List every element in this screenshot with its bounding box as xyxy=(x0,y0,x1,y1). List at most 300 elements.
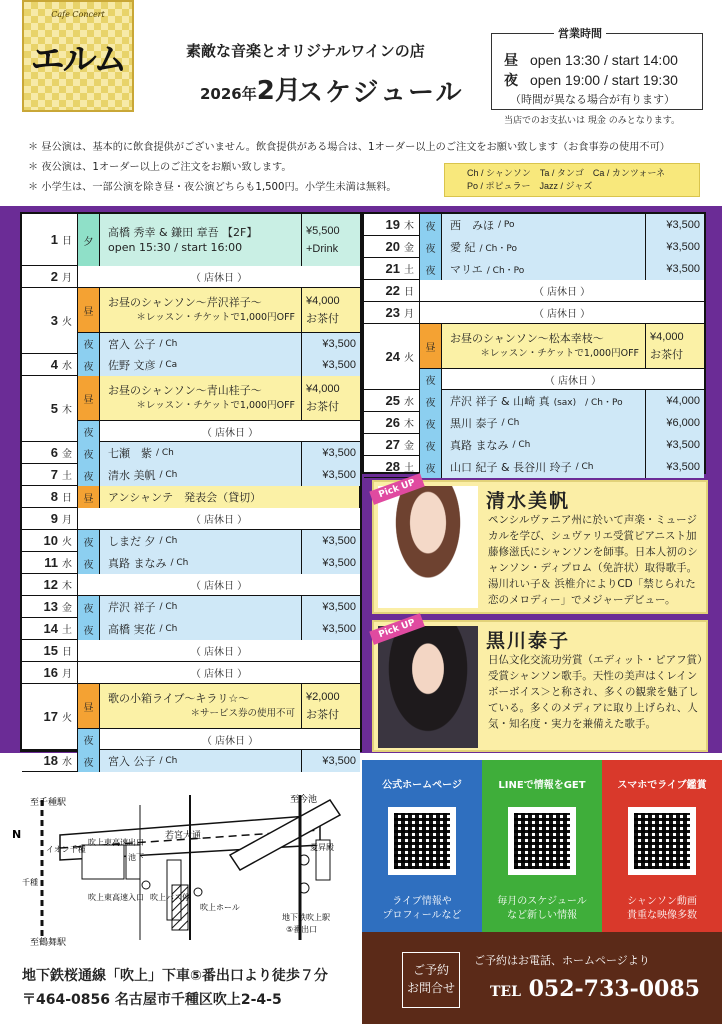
day-number: 4 xyxy=(50,357,58,372)
performance-slot[interactable] xyxy=(420,214,704,236)
closed-label: （ 店休日 ） xyxy=(533,287,591,298)
weekday: 月 xyxy=(62,273,72,284)
schedule-row xyxy=(22,596,360,618)
closed-day xyxy=(78,508,360,529)
performer: 宮入 公子 xyxy=(108,755,156,768)
day-number: 11 xyxy=(44,555,58,570)
event-title xyxy=(100,333,302,354)
performance-slot[interactable] xyxy=(78,486,360,508)
artist-bio: ペンシルヴァニア州に於いて声楽・ミュージカルを学び、シュヴァリエ受賞ピアニスト加藤修滋氏にシャンソンを師事。日本人初のシャンソン・ディプロム（免許状）取得歌手。湯川れい子＆ 浜椎介によりCD「禁じられた恋のメロディー」でメジャーデビュー。 xyxy=(488,514,698,606)
weekday: 木 xyxy=(62,581,72,592)
performance-slot[interactable] xyxy=(78,552,360,574)
weekday: 土 xyxy=(404,265,414,276)
performance-slot[interactable] xyxy=(78,420,360,442)
pickup-badge: Pick UP xyxy=(369,473,425,505)
reservation-box: ご予約 お問合せ xyxy=(402,952,460,1008)
map-svg xyxy=(0,760,362,960)
slot-label: 夜 xyxy=(420,390,442,412)
day-cell xyxy=(22,662,78,683)
link-video[interactable] xyxy=(602,760,722,932)
note-3: ＊ 小学生は、一部公演を除き昼・夜公演どちらも1,500円。小学生未満は無料。 xyxy=(28,182,397,193)
price-value: ¥4,000 xyxy=(306,383,340,395)
schedule-row xyxy=(364,412,704,434)
schedule-row xyxy=(22,376,360,442)
closed-day xyxy=(78,662,360,683)
day-cell xyxy=(22,508,78,529)
genre: / Ch xyxy=(501,418,520,428)
price-note: +Drink xyxy=(306,243,339,255)
month: 2月 xyxy=(256,76,301,106)
logo-subtitle: Cafe Concert xyxy=(51,10,105,19)
performance-slot[interactable] xyxy=(420,412,704,434)
slot-label: 夜 xyxy=(78,333,100,354)
schedule-row xyxy=(364,280,704,302)
performer: お昼のシャンソン〜芹沢祥子〜 xyxy=(108,296,262,309)
weekday: 木 xyxy=(62,405,72,416)
genre: / Ch xyxy=(159,756,178,766)
map-label: 愛昇殿 xyxy=(310,843,334,852)
weekday: 月 xyxy=(62,669,72,680)
map-label: 吹上ホール xyxy=(200,903,240,912)
performer: 高橋 実花 xyxy=(108,623,156,636)
schedule-row xyxy=(364,236,704,258)
day-number: 9 xyxy=(50,511,58,526)
price: ¥3,500 xyxy=(646,258,704,280)
performance-slot[interactable] xyxy=(78,618,360,640)
weekday: 水 xyxy=(62,757,72,768)
slot-label: 夜 xyxy=(78,464,100,486)
weekday: 土 xyxy=(62,625,72,636)
slot-label: 夜 xyxy=(420,214,442,236)
map-label: 至今池 xyxy=(290,795,318,805)
day-cell xyxy=(364,214,420,235)
day-number: 7 xyxy=(50,467,58,482)
performance-slot[interactable] xyxy=(420,456,704,478)
weekday: 日 xyxy=(62,493,72,504)
schedule-row xyxy=(364,434,704,456)
phone-number[interactable]: TEL 052-733-0085 xyxy=(490,976,700,1002)
day-cell xyxy=(364,236,420,257)
day-number: 24 xyxy=(385,349,400,364)
day-number: 8 xyxy=(50,489,58,504)
day-cell xyxy=(22,486,78,507)
day-cell xyxy=(22,214,78,265)
day-cell xyxy=(364,390,420,411)
genre: / Ch xyxy=(159,470,178,480)
price-note: お茶付 xyxy=(306,313,339,325)
performance-slot[interactable] xyxy=(78,596,360,618)
weekday: 金 xyxy=(62,603,72,614)
slot-label: 昼 xyxy=(78,684,100,728)
performer: 佐野 文彦 xyxy=(108,359,156,372)
event-title xyxy=(442,412,646,434)
slot-label: 夜 xyxy=(420,412,442,434)
slot-label: 夜 xyxy=(420,258,442,280)
day-number: 5 xyxy=(50,401,58,416)
weekday: 火 xyxy=(62,317,72,328)
event-title xyxy=(442,236,646,258)
price: ¥3,500 xyxy=(302,530,360,552)
performance-slot[interactable] xyxy=(78,684,360,728)
day-cell xyxy=(364,456,420,477)
day-cell xyxy=(364,258,420,279)
performance-slot[interactable] xyxy=(78,442,360,464)
day-number: 27 xyxy=(385,437,400,452)
performer: 西 みほ xyxy=(450,219,494,232)
closed-day xyxy=(78,640,360,661)
schedule-row xyxy=(22,464,360,486)
weekday: 水 xyxy=(404,397,414,408)
slot-label: 夜 xyxy=(78,618,100,640)
genre: / Ch xyxy=(170,558,189,568)
closed-label: （ 店休日 ） xyxy=(190,647,248,658)
map-label: 地下鉄吹上駅 xyxy=(282,913,330,922)
performance-slot[interactable] xyxy=(420,390,704,412)
weekday: 日 xyxy=(62,236,72,247)
performer: 山口 紀子 & 長谷川 玲子 xyxy=(450,461,572,474)
schedule-row xyxy=(22,618,360,640)
day-cell xyxy=(22,442,78,463)
artist-bio: 日仏文化交流功労賞（エディット・ピアフ賞）受賞シャンソン歌手。天性の美声はくレインボーボイス＞と称され、多くの観衆を魅了している。多くのメディアに取り上げられ、人気・知名度・実力を兼備えた歌手。 xyxy=(488,654,703,730)
event-title xyxy=(442,390,646,412)
day-number: 14 xyxy=(43,621,58,636)
day-number: 20 xyxy=(385,239,400,254)
day-number: 26 xyxy=(385,415,400,430)
slot-label: 夜 xyxy=(78,729,100,750)
event-title xyxy=(100,684,302,728)
weekday: 日 xyxy=(404,287,414,298)
weekday: 火 xyxy=(62,537,72,548)
link-homepage[interactable] xyxy=(362,760,482,932)
slot-label: 夜 xyxy=(420,434,442,456)
event-title xyxy=(442,258,646,280)
map-label: 吹上東高速出口 xyxy=(88,838,144,847)
price-value: ¥5,500 xyxy=(306,225,340,237)
weekday: 火 xyxy=(62,713,72,724)
performer: 宮入 公子 xyxy=(108,337,156,351)
link-title: LINEで情報をGET xyxy=(498,780,586,791)
performance-slot[interactable] xyxy=(420,236,704,258)
address xyxy=(0,962,362,1024)
artist-photo xyxy=(378,626,478,748)
night-hours: 夜 open 19:00 / start 19:30 xyxy=(504,72,678,89)
performer: 七瀬 紫 xyxy=(108,447,152,460)
postal-address: 〒464-0856 名古屋市千種区吹上2-4-5 xyxy=(22,992,282,1008)
schedule-right xyxy=(362,212,706,474)
day-cell xyxy=(364,302,420,323)
closed-day xyxy=(78,574,360,595)
performer: 真路 まなみ xyxy=(108,557,167,570)
slot-label: 夜 xyxy=(78,750,100,772)
schedule-row xyxy=(364,302,704,324)
schedule-row xyxy=(22,266,360,288)
link-sub: シャンソン動画 貴重な映像多数 xyxy=(627,896,697,921)
pickup-2[interactable] xyxy=(372,617,708,752)
closed-label: （ 店休日 ） xyxy=(201,428,259,439)
price: ¥3,500 xyxy=(302,354,360,376)
event-note: ＊レッスン・チケットで1,000円OFF xyxy=(136,312,295,323)
slot-label: 夜 xyxy=(420,456,442,478)
day-number: 2 xyxy=(50,269,58,284)
closed-label: （ 店休日 ） xyxy=(190,273,248,284)
price: ¥3,500 xyxy=(302,464,360,486)
event-title xyxy=(100,552,302,574)
price: ¥3,500 xyxy=(646,214,704,236)
weekday: 水 xyxy=(62,361,72,372)
closed-label: （ 店休日 ） xyxy=(190,669,248,680)
access-text: 地下鉄桜通線「吹上」下車⑤番出口より徒歩７分 xyxy=(22,968,328,984)
day-cell xyxy=(22,354,78,375)
schedule-row xyxy=(22,354,360,376)
slot-label: 夕 xyxy=(78,214,100,266)
slot-label: 夜 xyxy=(78,421,100,442)
map-label: 若宮大通 xyxy=(165,831,202,841)
weekday: 金 xyxy=(62,449,72,460)
map-label: ⑤番出口 xyxy=(286,925,318,934)
schedule-row xyxy=(22,552,360,574)
event-title xyxy=(100,442,302,464)
price-note: お茶付 xyxy=(306,401,339,413)
map-label: 池下 xyxy=(128,853,144,862)
link-sub: ライブ情報や プロフィールなど xyxy=(382,896,462,921)
slot-label: 昼 xyxy=(78,288,100,332)
schedule-row xyxy=(22,486,360,508)
performer: 歌の小箱ライブ〜キラリ☆〜 xyxy=(108,692,250,705)
slot-label: 夜 xyxy=(78,530,100,552)
slot-label: 夜 xyxy=(420,236,442,258)
performer: 芹沢 祥子 xyxy=(108,601,156,614)
schedule-row xyxy=(364,214,704,236)
genre: (sax) / Ch・Po xyxy=(553,397,623,408)
event-title xyxy=(442,456,646,478)
event-title xyxy=(442,324,646,368)
performance-slot[interactable] xyxy=(78,464,360,486)
weekday: 木 xyxy=(404,221,414,232)
schedule-row xyxy=(22,214,360,266)
logo[interactable] xyxy=(22,0,134,112)
day-cell xyxy=(22,684,78,749)
performer: お昼のシャンソン〜青山桂子〜 xyxy=(108,384,262,397)
price: ¥3,500 xyxy=(302,750,360,772)
contact xyxy=(362,932,722,1024)
performance-slot[interactable] xyxy=(78,530,360,552)
pickup-1[interactable] xyxy=(372,477,708,614)
schedule-row xyxy=(364,258,704,280)
performer: 愛 紀 xyxy=(450,241,476,254)
logo-text: エルム xyxy=(30,40,126,80)
day-cell xyxy=(364,434,420,455)
year: 2026年 xyxy=(200,85,257,103)
performer: 黒川 泰子 xyxy=(450,417,498,430)
price xyxy=(646,324,704,368)
hours-title: 営業時間 xyxy=(554,25,606,41)
genre: / Ch xyxy=(575,462,594,472)
day-hours: 昼 open 13:30 / start 14:00 xyxy=(504,52,678,69)
day-number: 13 xyxy=(43,599,58,614)
day-number: 6 xyxy=(50,445,58,460)
link-title: 公式ホームページ xyxy=(382,780,462,791)
weekday: 金 xyxy=(404,441,414,452)
weekday: 土 xyxy=(62,471,72,482)
performance-slot[interactable] xyxy=(420,258,704,280)
north-icon: N xyxy=(12,828,22,841)
qr-code-icon[interactable] xyxy=(628,807,696,875)
performance-slot[interactable] xyxy=(78,354,360,376)
artist-photo xyxy=(378,486,478,608)
genre: / Ch xyxy=(159,602,178,612)
price xyxy=(302,376,360,420)
performance-slot[interactable] xyxy=(78,728,360,750)
hours-box xyxy=(491,27,703,110)
genre: / Ch・Po xyxy=(486,265,525,276)
performance-slot[interactable] xyxy=(420,368,704,390)
price xyxy=(302,214,360,266)
schedule-row xyxy=(22,508,360,530)
qr-code-icon[interactable] xyxy=(388,807,456,875)
day-cell xyxy=(22,288,78,353)
price: ¥3,500 xyxy=(302,442,360,464)
day-cell xyxy=(364,280,420,301)
day-number: 12 xyxy=(43,577,58,592)
day-cell xyxy=(22,464,78,485)
price-value: ¥4,000 xyxy=(306,295,340,307)
price: ¥3,500 xyxy=(302,618,360,640)
map-label: イオン千種 xyxy=(46,845,86,854)
genre: / Ch xyxy=(159,624,178,634)
genre: / Ca xyxy=(159,360,178,370)
link-title: スマホでライブ鑑賞 xyxy=(617,780,707,791)
map-label: 吹上バス停 xyxy=(150,893,190,902)
header xyxy=(0,0,722,200)
access-map[interactable] xyxy=(0,760,362,960)
closed-label: （ 店休日 ） xyxy=(201,736,259,747)
map-label: 至千種駅 xyxy=(30,798,67,808)
price: ¥3,500 xyxy=(302,596,360,618)
event-note: open 15:30 / start 16:00 xyxy=(108,241,243,254)
day-number: 25 xyxy=(385,393,400,408)
schedule-row xyxy=(22,684,360,750)
weekday: 水 xyxy=(62,559,72,570)
event-note: ＊サービス券の使用不可 xyxy=(190,708,295,719)
genre-legend: Ch / シャンソン Ta / タンゴ Ca / カンツォーネ Po / ポピュラー Jazz / ジャズ xyxy=(444,163,700,197)
schedule-row xyxy=(22,662,360,684)
performance-slot[interactable] xyxy=(420,324,704,368)
slot-label: 夜 xyxy=(78,552,100,574)
closed-label: （ 店休日 ） xyxy=(544,376,602,387)
slot-label: 昼 xyxy=(78,486,100,508)
price: ¥3,500 xyxy=(646,456,704,478)
pickup-badge: Pick UP xyxy=(369,613,425,645)
day-cell xyxy=(364,324,420,389)
link-line[interactable] xyxy=(482,760,602,932)
event-title xyxy=(100,288,302,332)
slot-label: 夜 xyxy=(78,354,100,376)
performance-slot[interactable] xyxy=(78,332,360,354)
artist-name: 黒川泰子 xyxy=(486,630,571,652)
performance-slot[interactable] xyxy=(78,376,360,420)
price: ¥3,500 xyxy=(646,236,704,258)
genre: / Ch・Po xyxy=(479,243,517,254)
link-sub: 毎月のスケジュール など新しい情報 xyxy=(497,896,587,921)
price-value: ¥4,000 xyxy=(650,331,684,343)
price-note: お茶付 xyxy=(650,349,683,361)
weekday: 金 xyxy=(404,243,414,254)
genre: / Po xyxy=(498,220,515,230)
schedule-row xyxy=(364,390,704,412)
performer: 高橋 秀幸 & 鎌田 章吾 【2F】 xyxy=(108,226,258,239)
day-number: 23 xyxy=(385,305,400,320)
event-title xyxy=(100,596,302,618)
closed-day xyxy=(420,302,704,323)
day-cell xyxy=(22,376,78,441)
closed-day xyxy=(78,266,360,287)
day-cell xyxy=(22,640,78,661)
note-1: ＊ 昼公演は、基本的に飲食提供がございません。飲食提供がある場合は、1オーダー以上のご注文をお願い致します（お食事券の使用不可） xyxy=(28,142,670,153)
slot-label: 夜 xyxy=(78,596,100,618)
day-cell xyxy=(22,618,78,639)
tagline: 素敵な音楽とオリジナルワインの店 xyxy=(186,42,425,60)
weekday: 月 xyxy=(62,515,72,526)
performance-slot[interactable] xyxy=(78,288,360,332)
day-number: 18 xyxy=(43,753,58,768)
map-label: 至鶴舞駅 xyxy=(30,938,67,948)
event-title xyxy=(100,618,302,640)
schedule-row xyxy=(22,530,360,552)
day-number: 17 xyxy=(43,709,58,724)
day-number: 16 xyxy=(43,665,58,680)
schedule-left xyxy=(20,212,362,769)
map-label: 吹上東高速入口 xyxy=(88,893,144,902)
weekday: 火 xyxy=(404,353,414,364)
day-cell xyxy=(22,552,78,573)
schedule-row xyxy=(22,574,360,596)
day-number: 15 xyxy=(43,643,58,658)
day-cell xyxy=(364,412,420,433)
schedule-row xyxy=(364,324,704,390)
slot-label: 夜 xyxy=(420,369,442,390)
schedule-row xyxy=(22,288,360,354)
performer: しまだ 夕 xyxy=(108,535,156,548)
day-cell xyxy=(22,266,78,287)
event-title xyxy=(100,486,360,508)
price: ¥4,000 xyxy=(646,390,704,412)
closed-label: （ 店休日 ） xyxy=(533,309,591,320)
payment-note: 当店でのお支払いは 現金 のみとなります。 xyxy=(504,116,681,126)
genre: / Ch xyxy=(159,338,178,349)
weekday: 日 xyxy=(62,647,72,658)
contact-text: ご予約はお電話、ホームページより xyxy=(474,954,650,967)
day-number: 19 xyxy=(385,217,400,232)
day-number: 28 xyxy=(385,459,400,474)
price xyxy=(302,684,360,728)
day-cell xyxy=(22,574,78,595)
year-month xyxy=(200,70,301,107)
weekday: 土 xyxy=(404,463,414,474)
closed-label: （ 店休日 ） xyxy=(190,581,248,592)
performer: 芹沢 祥子 & 山崎 真 xyxy=(450,395,550,408)
qr-code-icon[interactable] xyxy=(508,807,576,875)
weekday: 木 xyxy=(404,419,414,430)
day-number: 21 xyxy=(385,261,400,276)
price xyxy=(302,288,360,332)
price-note: お茶付 xyxy=(306,709,339,721)
closed-label: （ 店休日 ） xyxy=(190,515,248,526)
day-number: 10 xyxy=(43,533,58,548)
genre: / Ch xyxy=(159,536,178,546)
performance-slot[interactable] xyxy=(420,434,704,456)
performance-slot[interactable] xyxy=(78,214,360,266)
price: ¥3,500 xyxy=(302,333,360,354)
